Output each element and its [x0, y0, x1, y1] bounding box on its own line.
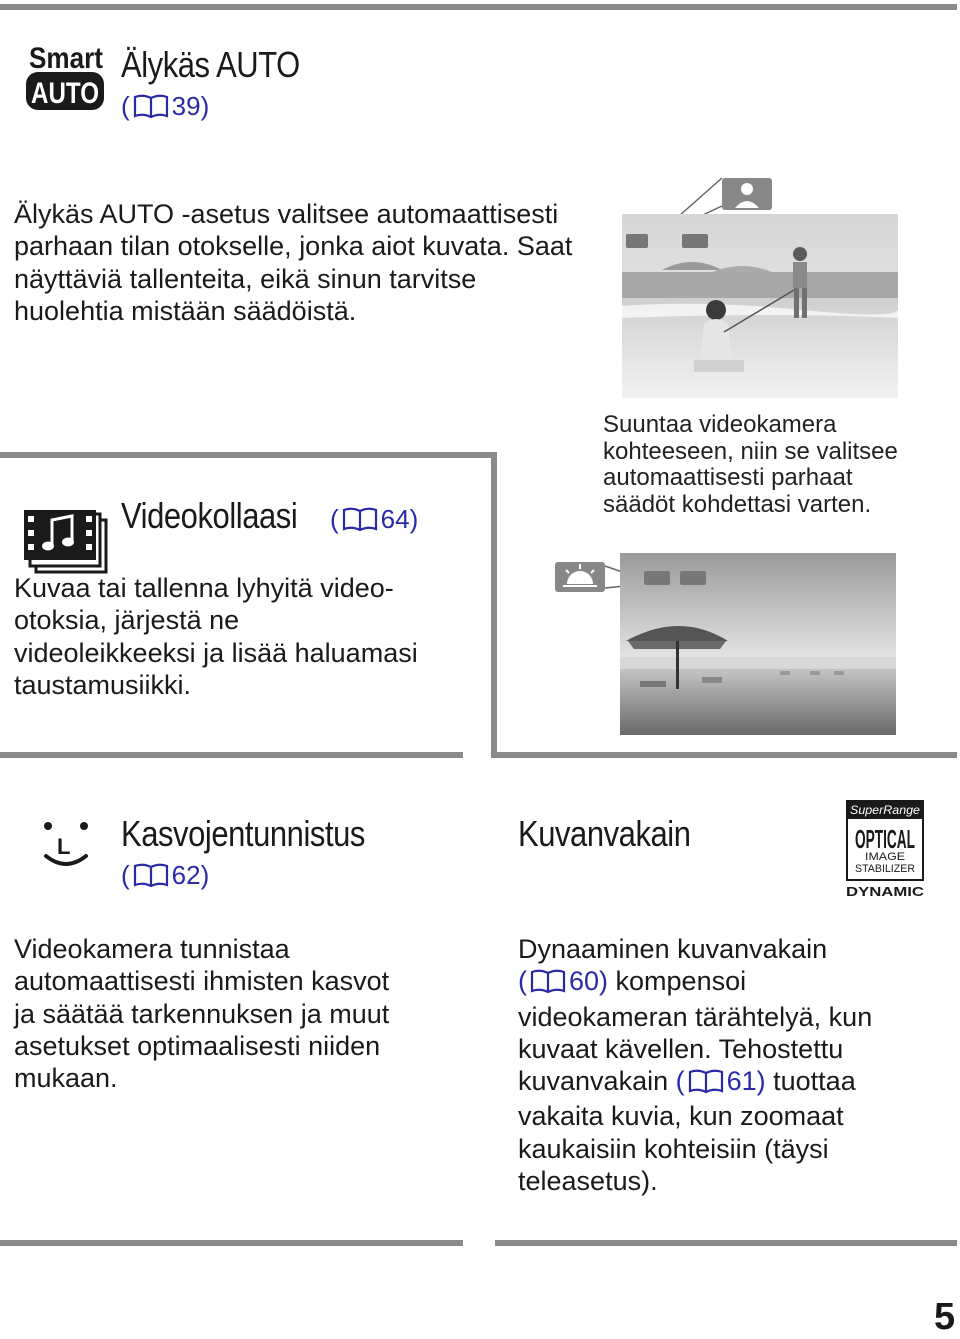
section-rule-vertical	[491, 452, 497, 758]
ref-open: (	[518, 966, 527, 997]
top-rule	[0, 4, 957, 10]
description-text: tuottaa	[765, 1066, 856, 1097]
optical-image-stabilizer-logo	[846, 800, 926, 900]
description-line: videokameran tärähtelyä, kun	[518, 1001, 873, 1032]
smart-auto-icon	[26, 40, 106, 112]
ref-open: (	[121, 91, 130, 121]
smart-auto-description: Älykäs AUTO -asetus valitsee automaattisesti parhaan tilan otokselle, jonka aiot kuvata. Saat näyttäviä tallenteita, eikä sinun tarvitse huolehtia mistään säädöistä.	[14, 199, 573, 326]
section-rule-left	[0, 452, 497, 458]
description-line: otoksia, järjestä ne	[14, 605, 240, 636]
bottom-rule-right	[495, 1240, 957, 1246]
caption-line: kohteeseen, niin se valitsee	[603, 437, 898, 465]
ref-open: (	[330, 504, 339, 534]
book-icon	[133, 94, 169, 125]
stabilizer-title: Kuvanvakain	[518, 813, 691, 854]
face-detection-description	[14, 933, 484, 1094]
video-snapshot-description	[14, 572, 484, 701]
stabilizer-dynamic-page-ref[interactable]	[518, 966, 608, 996]
description-line: kuvaat kävellen. Tehostettu	[518, 1033, 844, 1064]
ref-open: (	[121, 860, 130, 890]
description-line: kaukaisiin kohteisiin (täysi	[518, 1133, 829, 1164]
description-line: automaattisesti ihmisten kasvot	[14, 966, 390, 997]
camera-tip-caption	[603, 412, 953, 518]
ref-page: 64)	[380, 504, 419, 534]
description-text: kuvanvakain	[518, 1066, 676, 1097]
caption-line: säädöt kohdettasi varten.	[603, 490, 872, 518]
description-line: Videokamera tunnistaa	[14, 934, 290, 964]
description-line: Kuvaa tai tallenna lyhyitä video-	[14, 573, 394, 603]
ref-page: 62)	[171, 860, 210, 890]
svg-text:OPTICAL: OPTICAL	[855, 824, 916, 854]
video-snapshot-title: Videokollaasi	[121, 495, 298, 536]
face-detection-icon	[40, 820, 92, 870]
svg-text:AUTO: AUTO	[31, 77, 99, 110]
book-icon	[133, 863, 169, 894]
book-icon	[342, 507, 378, 538]
description-line	[518, 965, 948, 1000]
description-line: asetukset optimaalisesti niiden	[14, 1030, 381, 1061]
caption-line: automaattisesti parhaat	[603, 464, 853, 491]
bottom-rule-left	[0, 1240, 463, 1246]
svg-text:Smart: Smart	[29, 42, 103, 75]
description-line: vakaita kuvia, kun zoomaat	[518, 1101, 844, 1132]
page-number: 5	[934, 1296, 956, 1338]
description-line	[518, 1065, 948, 1100]
book-icon	[530, 968, 566, 1000]
description-line: ja säätää tarkennuksen ja muut	[14, 998, 390, 1029]
svg-text:L: L	[57, 834, 71, 859]
smart-auto-title: Älykäs AUTO	[121, 44, 300, 85]
smart-auto-page-ref[interactable]	[121, 91, 209, 125]
ref-open: (	[675, 1066, 685, 1097]
description-text: kompensoi	[608, 966, 747, 997]
ref-page: 60)	[569, 966, 609, 997]
video-snapshot-page-ref[interactable]	[330, 504, 418, 538]
description-line: videoleikkeeksi ja lisää haluamasi	[14, 637, 418, 668]
beach-children-photo	[622, 214, 898, 398]
section-rule-bottom-left	[0, 752, 463, 758]
description-line: taustamusiikki.	[14, 669, 192, 700]
svg-text:SuperRange: SuperRange	[850, 803, 921, 817]
description-line: teleasetus).	[518, 1166, 658, 1197]
stabilizer-description	[518, 933, 948, 1197]
face-detection-title: Kasvojentunnistus	[121, 813, 365, 854]
beach-umbrella-photo	[620, 553, 896, 735]
book-icon	[688, 1068, 724, 1100]
stabilizer-powered-page-ref[interactable]	[676, 1066, 766, 1096]
ref-page: 61)	[726, 1066, 766, 1097]
svg-text:STABILIZER: STABILIZER	[855, 863, 916, 875]
section-rule-bottom-right	[491, 752, 957, 758]
ref-page: 39)	[171, 91, 210, 121]
description-line: mukaan.	[14, 1063, 118, 1094]
caption-line: Suuntaa videokamera	[603, 411, 837, 438]
svg-text:IMAGE: IMAGE	[865, 851, 905, 863]
svg-text:DYNAMIC: DYNAMIC	[846, 884, 925, 899]
video-snapshot-icon	[22, 508, 108, 574]
description-line: Dynaaminen kuvanvakain	[518, 934, 828, 964]
face-detection-page-ref[interactable]	[121, 860, 209, 894]
